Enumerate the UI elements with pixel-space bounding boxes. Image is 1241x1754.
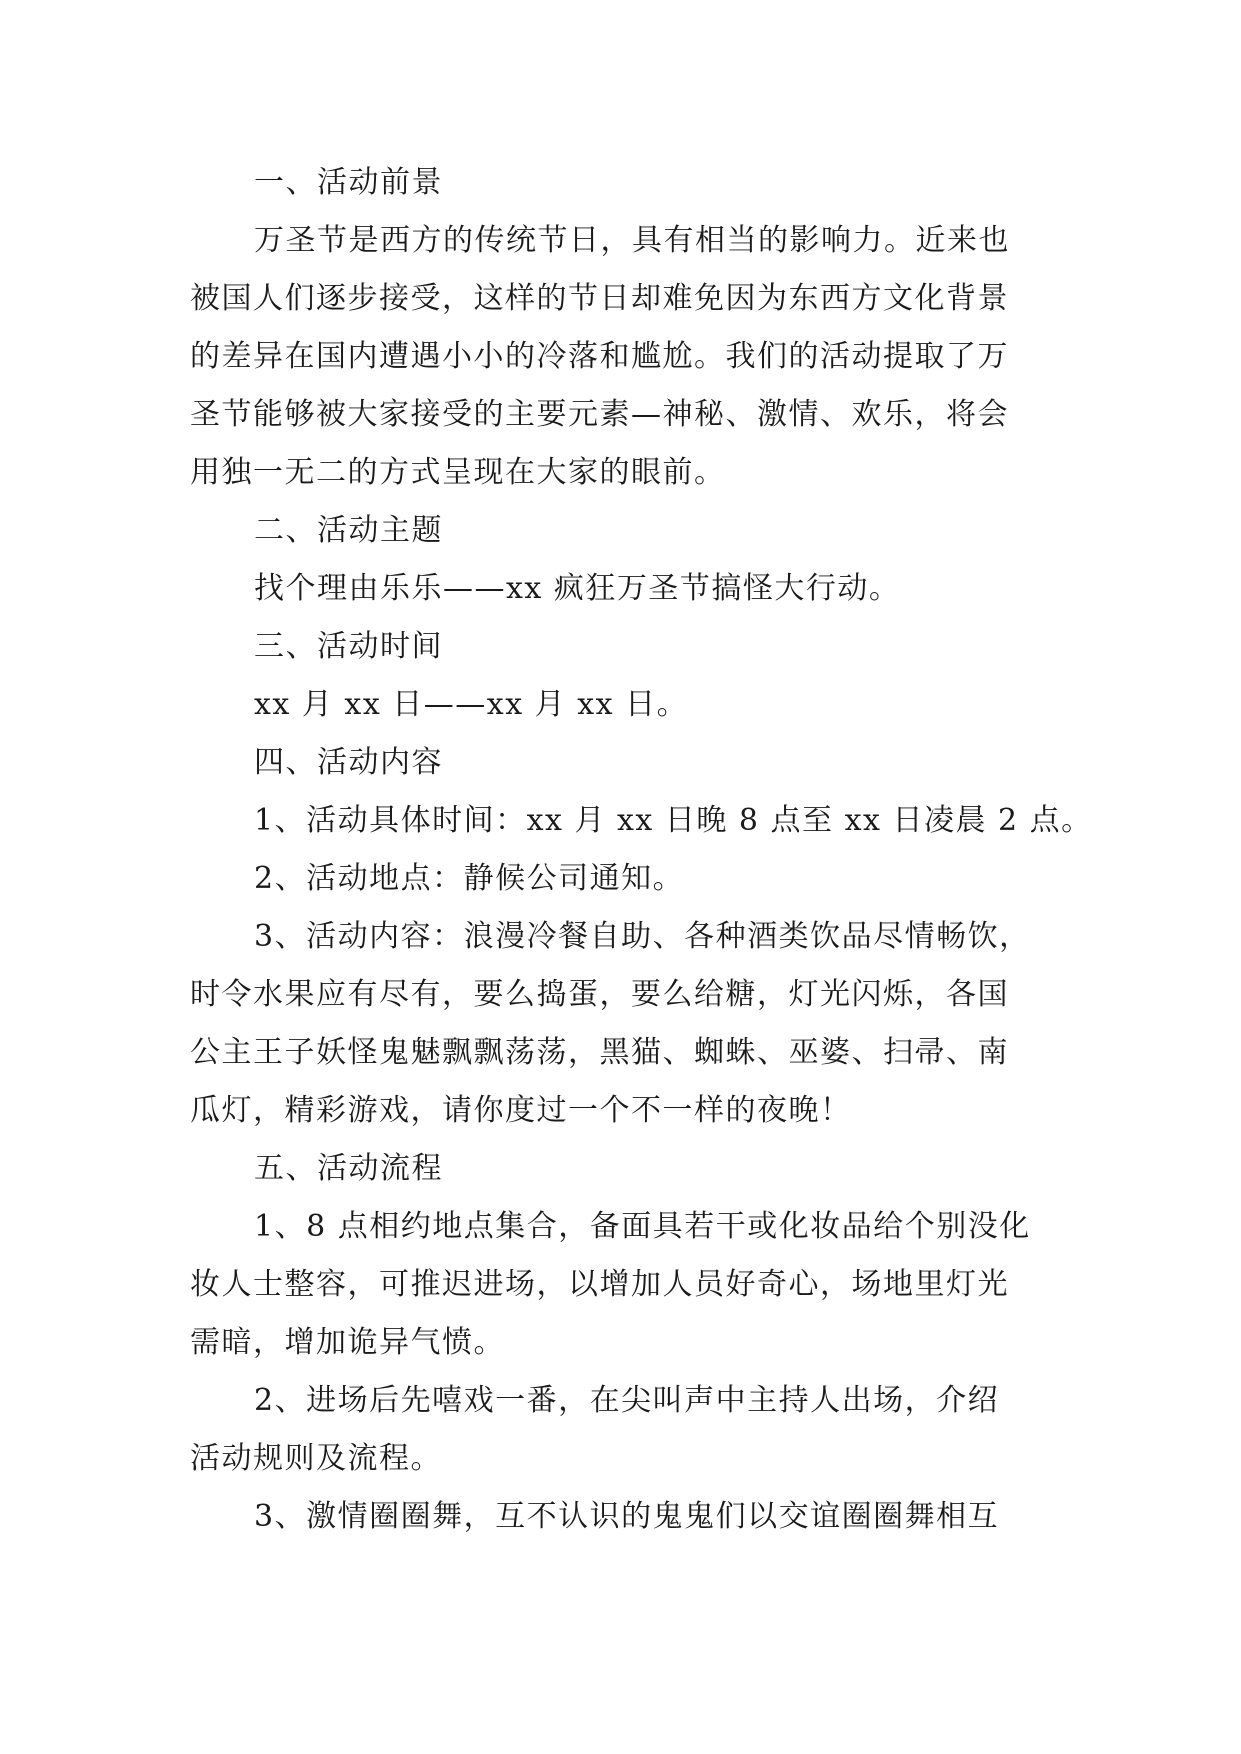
paragraph-line: 被国人们逐步接受，这样的节日却难免因为东西方文化背景 [190, 281, 1009, 316]
section-heading-time: 三、活动时间 [254, 629, 443, 664]
list-item: 1、8 点相约地点集合，备面具若干或化妆品给个别没化 [254, 1209, 1031, 1244]
section-heading-background: 一、活动前景 [254, 165, 443, 200]
paragraph-line: 妆人士整容，可推迟进场，以增加人员好奇心，场地里灯光 [190, 1267, 1009, 1302]
paragraph-line: 找个理由乐乐——xx 疯狂万圣节搞怪大行动。 [254, 571, 901, 606]
list-item: 2、活动地点：静候公司通知。 [254, 861, 685, 896]
paragraph-line: 用独一无二的方式呈现在大家的眼前。 [190, 455, 726, 490]
paragraph-line: 瓜灯，精彩游戏，请你度过一个不一样的夜晚！ [190, 1093, 852, 1128]
paragraph-line: 需暗，增加诡异气愤。 [190, 1325, 505, 1360]
list-item: 3、活动内容：浪漫冷餐自助、各种酒类饮品尽情畅饮， [254, 919, 1031, 954]
section-heading-process: 五、活动流程 [254, 1151, 443, 1186]
paragraph-line: xx 月 xx 日——xx 月 xx 日。 [254, 687, 689, 722]
section-heading-theme: 二、活动主题 [254, 513, 443, 548]
paragraph-line: 时令水果应有尽有，要么捣蛋，要么给糖，灯光闪烁，各国 [190, 977, 1009, 1012]
paragraph-line: 的差异在国内遭遇小小的冷落和尴尬。我们的活动提取了万 [190, 339, 1009, 374]
paragraph-line: 公主王子妖怪鬼魅飘飘荡荡，黑猫、蜘蛛、巫婆、扫帚、南 [190, 1035, 1009, 1070]
list-item: 2、进场后先嘻戏一番，在尖叫声中主持人出场，介绍 [254, 1383, 1000, 1418]
document-body [190, 154, 1093, 1546]
list-item: 1、活动具体时间：xx 月 xx 日晚 8 点至 xx 日凌晨 2 点。 [254, 803, 1093, 838]
paragraph-line: 活动规则及流程。 [190, 1441, 442, 1476]
section-heading-content: 四、活动内容 [254, 745, 443, 780]
list-item: 3、激情圈圈舞，互不认识的鬼鬼们以交谊圈圈舞相互 [254, 1499, 1000, 1534]
paragraph-line: 万圣节是西方的传统节日，具有相当的影响力。近来也 [254, 223, 1010, 258]
paragraph-line: 圣节能够被大家接受的主要元素—神秘、激情、欢乐，将会 [190, 397, 1009, 432]
